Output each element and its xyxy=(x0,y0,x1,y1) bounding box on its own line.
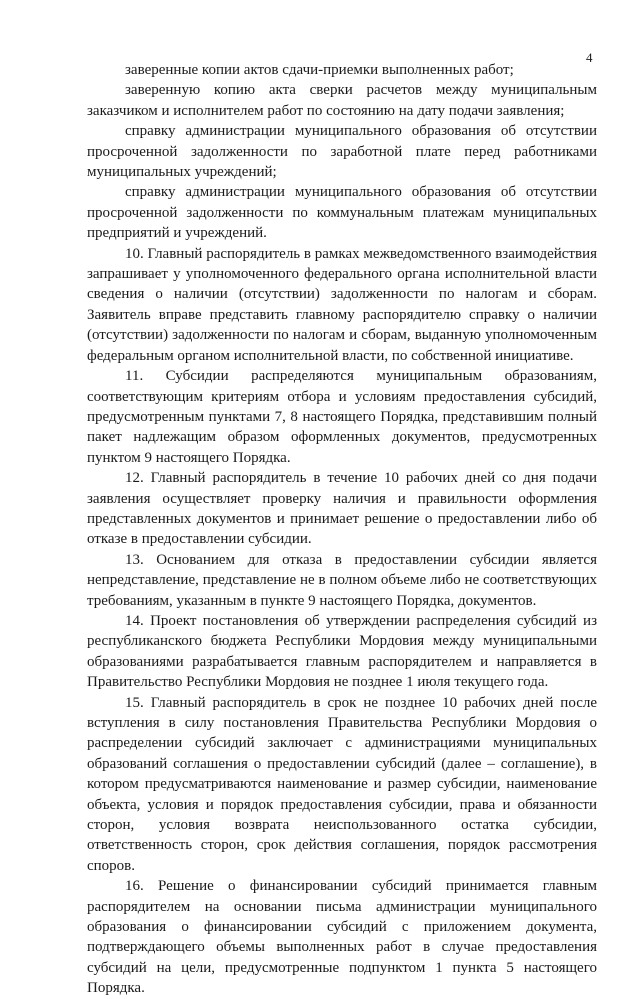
paragraph-reconciliation-act: заверенную копию акта сверки расчетов между муниципальным заказчиком и исполнителем работ по состоянию на дату подачи заявления; xyxy=(87,82,597,119)
paragraph-item-10: 10. Главный распорядитель в рамках межведомственного взаимодействия запрашивает у уполномоченного федерального органа исполнительной власти сведения о наличии (отсутствии) задолженности по налогам и сборам. Заявитель вправе представить главному распорядителю справку о наличии (отсутствии) задолженности по налогам и сборам, выданную уполномоченным федеральным органом исполнительной власти, по собственной инициативе. xyxy=(87,245,597,364)
paragraph-item-16: 16. Решение о финансировании субсидий принимается главным распорядителем на основании письма администрации муниципального образования о финансировании субсидий с приложением документа, подтверждающего объемы выполненных работ в случае предоставления субсидий на цели, предусмотренные подпунктом 1 пункта 5 настоящего Порядка. xyxy=(87,878,597,997)
paragraph-item-11: 11. Субсидии распределяются муниципальным образованиям, соответствующим критериям отбора и условиям предоставления субсидий, предусмотренным пунктами 7, 8 настоящего Порядка, представившим полный пакет надлежащим образом оформленных документов, предусмотренных пунктом 9 настоящего Порядка. xyxy=(87,368,597,466)
paragraph-item-13: 13. Основанием для отказа в предоставлении субсидии является непредставление, представление не в полном объеме либо не соответствующих требованиям, указанным в пункте 9 настоящего Порядка, документов. xyxy=(87,551,597,609)
paragraph-salary-debt-certificate: справку администрации муниципального образования об отсутствии просроченной задолженности по заработной плате перед работниками муниципальных учреждений; xyxy=(87,123,597,181)
paragraph-item-14: 14. Проект постановления об утверждении распределения субсидий из республиканского бюджета Республики Мордовия между муниципальными образованиями разрабатывается главным распорядителем и направляется в Правительство Республики Мордовия не позднее 1 июля текущего года. xyxy=(87,612,597,691)
paragraph-copies-acts: заверенные копии актов сдачи-приемки выполненных работ; xyxy=(125,62,514,78)
paragraph-item-12: 12. Главный распорядитель в течение 10 рабочих дней со дня подачи заявления осуществляет проверку наличия и правильности оформления представленных документов и принимает решение о предоставлении либо об отказе в предоставлении субсидии. xyxy=(87,470,597,548)
paragraph-item-15: 15. Главный распорядитель в срок не позднее 10 рабочих дней после вступления в силу постановления Правительства Республики Мордовия о распределении субсидий заключает с администрациями муниципальных образований соглашения о предоставлении субсидий (далее – соглашение), в котором предусматриваются наименование и размер субсидии, наименование объекта, условия и порядок предоставления субсидии, права и обязанности сторон, условия возврата неиспользованного остатка субсидии, ответственность сторон, срок действия соглашения, порядок рассмотрения споров. xyxy=(87,694,597,874)
page-number: 4 xyxy=(586,50,593,65)
document-body xyxy=(87,60,597,999)
paragraph-utility-debt-certificate: справку администрации муниципального образования об отсутствии просроченной задолженности по коммунальным платежам муниципальных предприятий и учреждений. xyxy=(87,184,597,242)
